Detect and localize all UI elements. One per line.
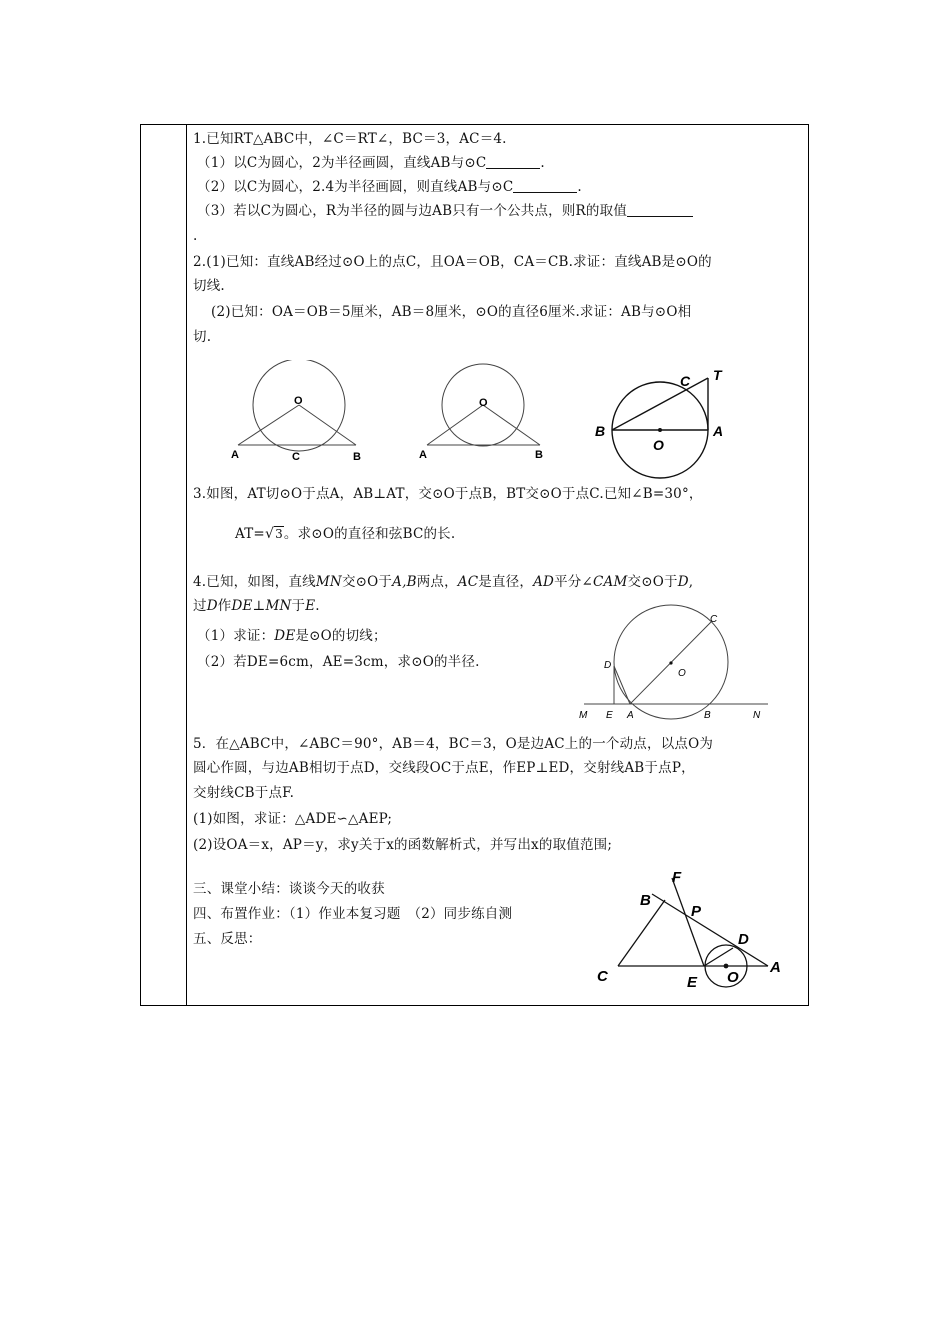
- label-a: A: [419, 449, 427, 461]
- label-b: B: [595, 423, 606, 439]
- q1-sub2: （2）以C为圆心，2.4为半径画圆，则直线AB与⊙C .: [197, 179, 582, 195]
- q2-figure-1: [228, 360, 378, 470]
- summary-section-3: 三、课堂小结：谈谈今天的收获: [193, 881, 385, 897]
- q5-sub2: (2)设OA＝x，AP＝y，求y关于x的函数解析式，并写出x的取值范围;: [193, 837, 613, 853]
- table-column-divider: [186, 125, 187, 1005]
- q1-sub3: （3）若以C为圆心，R为半径的圆与边AB只有一个公共点，则R的取值: [197, 201, 693, 221]
- line-fe: [672, 878, 704, 966]
- label-a: A: [770, 959, 781, 976]
- sqrt-3: √3: [264, 526, 283, 542]
- q2-figure-2: [415, 360, 565, 470]
- q5-line2: 圆心作圆，与边AB相切于点D，交线段OC于点E，作EP⊥ED，交射线AB于点P，: [193, 760, 695, 776]
- q4-figure: [576, 604, 776, 724]
- answer-blank[interactable]: [486, 154, 540, 169]
- label-b: B: [353, 451, 361, 463]
- label-c: C: [292, 451, 300, 463]
- label-e: E: [687, 974, 698, 991]
- label-a: A: [713, 423, 724, 439]
- q1-stem: 1.已知RT△ABC中，∠C＝RT∠，BC＝3，AC＝4.: [193, 131, 507, 147]
- label-d: D: [738, 931, 749, 948]
- q5-sub1: (1)如图，求证：△ADE∽△AEP;: [193, 811, 393, 827]
- q2-part2-b: 切.: [193, 329, 212, 345]
- q3-line2: AT=√3。求⊙O的直径和弦BC的长.: [235, 526, 456, 542]
- summary-section-5: 五、反思：: [193, 931, 262, 947]
- label-b: B: [640, 892, 651, 909]
- label-b: B: [704, 710, 711, 721]
- label-o: O: [678, 668, 686, 679]
- label-c: C: [710, 614, 718, 625]
- segment-ad: [614, 666, 630, 704]
- answer-blank[interactable]: [513, 178, 577, 193]
- secant-bt: [612, 378, 708, 430]
- label-d: D: [604, 660, 612, 671]
- label-o: O: [479, 397, 488, 409]
- label-a: A: [627, 710, 634, 721]
- label-o: O: [653, 437, 664, 453]
- label-t: T: [713, 367, 722, 383]
- q5-line1: 5．在△ABC中，∠ABC＝90°，AB＝4，BC＝3，O是边AC上的一个动点，以点O为: [193, 736, 714, 752]
- q2-part1-b: 切线.: [193, 278, 225, 294]
- q1-sub3-end: .: [193, 228, 198, 244]
- q3-figure: [590, 362, 740, 482]
- label-e: E: [606, 710, 613, 721]
- q3-line1: 3.如图，AT切⊙O于点A，AB⊥AT，交⊙O于点B，BT交⊙O于点C.已知∠B=30°，: [193, 486, 703, 502]
- label-f: F: [672, 869, 682, 886]
- label-m: M: [579, 710, 588, 721]
- center-dot: [658, 428, 662, 432]
- q5-line3: 交射线CB于点F.: [193, 785, 295, 801]
- label-a: A: [231, 449, 239, 461]
- q1-sub1: （1）以C为圆心，2为半径画圆，直线AB与⊙C .: [197, 155, 545, 171]
- q4-sub2: （2）若DE=6cm，AE=3cm，求⊙O的半径.: [197, 654, 480, 670]
- segment-ob: [299, 405, 356, 445]
- q4-sub1: （1）求证：DE是⊙O的切线；: [197, 628, 387, 644]
- label-c: C: [680, 373, 691, 389]
- segment-ob: [483, 405, 540, 445]
- label-p: P: [691, 903, 702, 920]
- segment-oa: [427, 405, 483, 445]
- answer-blank[interactable]: [627, 202, 693, 217]
- q2-part1-a: 2.(1)已知：直线AB经过⊙O上的点C，且OA＝OB，CA＝CB.求证：直线AB是⊙O的: [193, 254, 712, 270]
- summary-section-4: 四、布置作业：（1）作业本复习题 （2）同步练自测: [193, 906, 513, 922]
- q2-part2-a: (2)已知：OA＝OB＝5厘米，AB＝8厘米，⊙O的直径6厘米.求证：AB与⊙O相: [211, 304, 692, 320]
- q4-line2: 过D作DE⊥MN于E.: [193, 598, 320, 614]
- q4-line1: 4.已知，如图，直线MN交⊙O于A,B两点，AC是直径，AD平分∠CAM交⊙O于D,: [193, 574, 694, 590]
- ray-ab: [652, 894, 768, 966]
- q5-figure: [590, 862, 790, 997]
- label-n: N: [753, 710, 761, 721]
- segment-ed: [704, 948, 733, 966]
- label-b: B: [535, 449, 543, 461]
- side-cb: [618, 900, 665, 966]
- label-o: O: [294, 395, 303, 407]
- label-c: C: [597, 968, 608, 985]
- label-o: O: [727, 969, 739, 986]
- center-dot: [669, 661, 672, 664]
- center-dot: [724, 964, 729, 969]
